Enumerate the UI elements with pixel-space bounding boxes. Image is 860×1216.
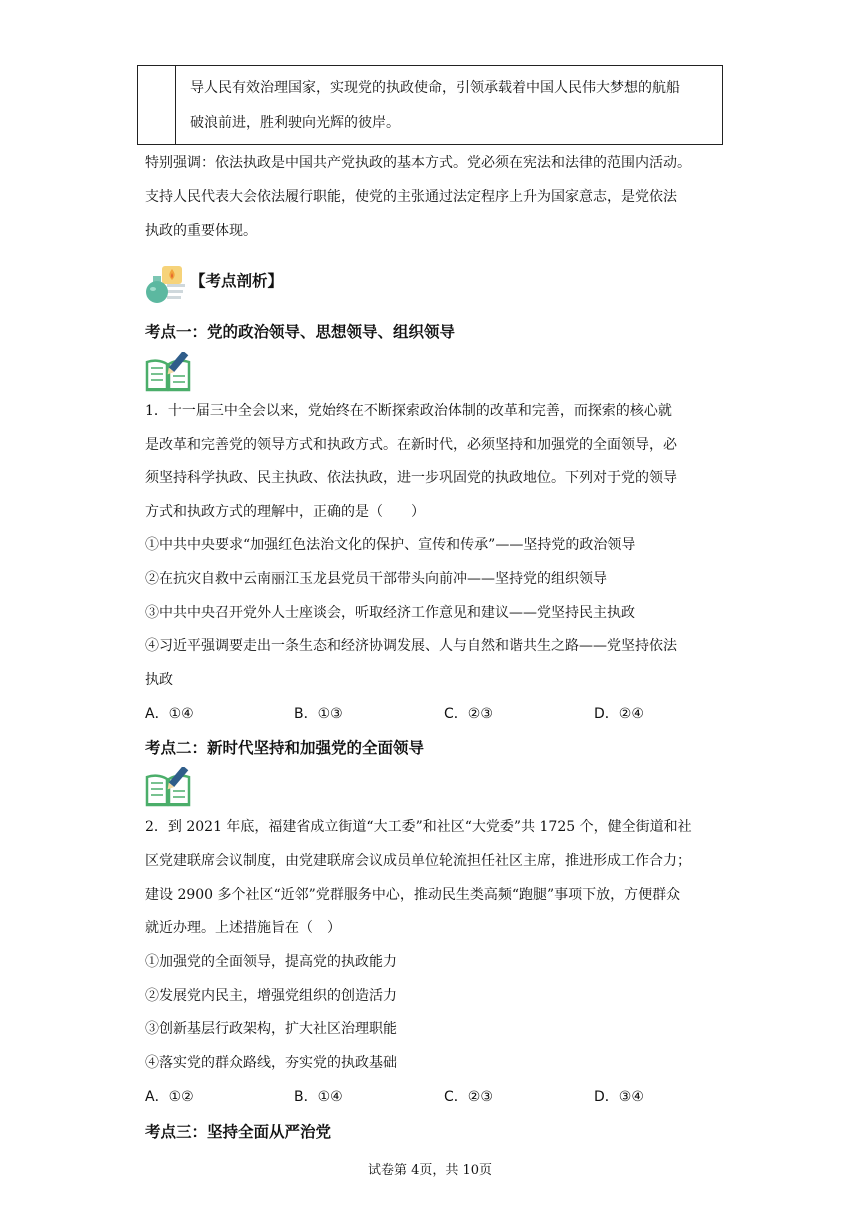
- q2-item-4: ④落实党的群众路线，夯实党的执政基础: [145, 1055, 397, 1071]
- q2-stem-line-2: 区党建联席会议制度，由党建联席会议成员单位轮流担任社区主席，推进形成工作合力；: [145, 853, 691, 869]
- q1-stem-line-4: 方式和执政方式的理解中，正确的是（ ）: [145, 504, 425, 520]
- q1-option-c[interactable]: C．②③: [444, 706, 493, 722]
- q1-stem-line-3: 须坚持科学执政、民主执政、依法执政，进一步巩固党的执政地位。下列对于党的领导: [145, 470, 677, 486]
- q2-item-3: ③创新基层行政架构，扩大社区治理职能: [145, 1021, 397, 1037]
- q2-stem-line-3: 建设 2900 多个社区“近邻”党群服务中心，推动民生类高频“跑腿”事项下放，方便群众: [145, 887, 681, 903]
- book-pencil-icon: [145, 352, 191, 392]
- table-text-line-2: 破浪前进，胜利驶向光辉的彼岸。: [190, 115, 400, 131]
- kaodian3-title: 考点三：坚持全面从严治党: [145, 1123, 332, 1141]
- q1-item-4: ④习近平强调要走出一条生态和经济协调发展、人与自然和谐共生之路——党坚持依法: [145, 638, 677, 654]
- q2-option-a[interactable]: A．①②: [145, 1089, 194, 1105]
- q2-option-b[interactable]: B．①④: [294, 1089, 343, 1105]
- q2-option-d[interactable]: D．③④: [594, 1089, 644, 1105]
- q1-stem-line-2: 是改革和完善党的领导方式和执政方式。在新时代，必须坚持和加强党的全面领导，必: [145, 437, 677, 453]
- q2-stem-line-4: 就近办理。上述措施旨在（ ）: [145, 920, 341, 936]
- continued-table: [137, 65, 723, 145]
- q1-item-2: ②在抗灾自救中云南丽江玉龙县党员干部带头向前冲——坚持党的组织领导: [145, 571, 607, 587]
- table-column-divider: [175, 66, 176, 144]
- emphasis-line-3: 执政的重要体现。: [145, 223, 257, 239]
- q1-item-4-cont: 执政: [145, 672, 173, 688]
- emphasis-line-1: 特别强调：依法执政是中国共产党执政的基本方式。党必须在宪法和法律的范围内活动。: [145, 155, 691, 171]
- q1-option-a[interactable]: A．①④: [145, 706, 194, 722]
- q1-option-d[interactable]: D．②④: [594, 706, 644, 722]
- q1-option-b[interactable]: B．①③: [294, 706, 343, 722]
- book-pencil-icon: [145, 767, 191, 807]
- q2-stem-line-1: 2．到 2021 年底，福建省成立街道“大工委”和社区“大党委”共 1725 个，健全街道和社: [145, 819, 692, 835]
- page-footer: 试卷第 4页，共 10页: [367, 1163, 493, 1178]
- flask-icon: [145, 262, 189, 304]
- q1-item-3: ③中共中央召开党外人士座谈会，听取经济工作意见和建议——党坚持民主执政: [145, 605, 635, 621]
- q2-item-1: ①加强党的全面领导，提高党的执政能力: [145, 954, 397, 970]
- kaodian2-title: 考点二：新时代坚持和加强党的全面领导: [145, 739, 425, 757]
- q1-item-1: ①中共中央要求“加强红色法治文化的保护、宣传和传承”——坚持党的政治领导: [145, 537, 636, 553]
- section-title: 【考点剖析】: [190, 272, 284, 290]
- kaodian1-title: 考点一：党的政治领导、思想领导、组织领导: [145, 323, 456, 341]
- q2-item-2: ②发展党内民主，增强党组织的创造活力: [145, 988, 397, 1004]
- emphasis-line-2: 支持人民代表大会依法履行职能，使党的主张通过法定程序上升为国家意志，是党依法: [145, 189, 677, 205]
- q2-option-c[interactable]: C．②③: [444, 1089, 493, 1105]
- q1-stem-line-1: 1．十一届三中全会以来，党始终在不断探索政治体制的改革和完善，而探索的核心就: [145, 403, 672, 419]
- table-text-line-1: 导人民有效治理国家，实现党的执政使命，引领承载着中国人民伟大梦想的航船: [190, 80, 680, 96]
